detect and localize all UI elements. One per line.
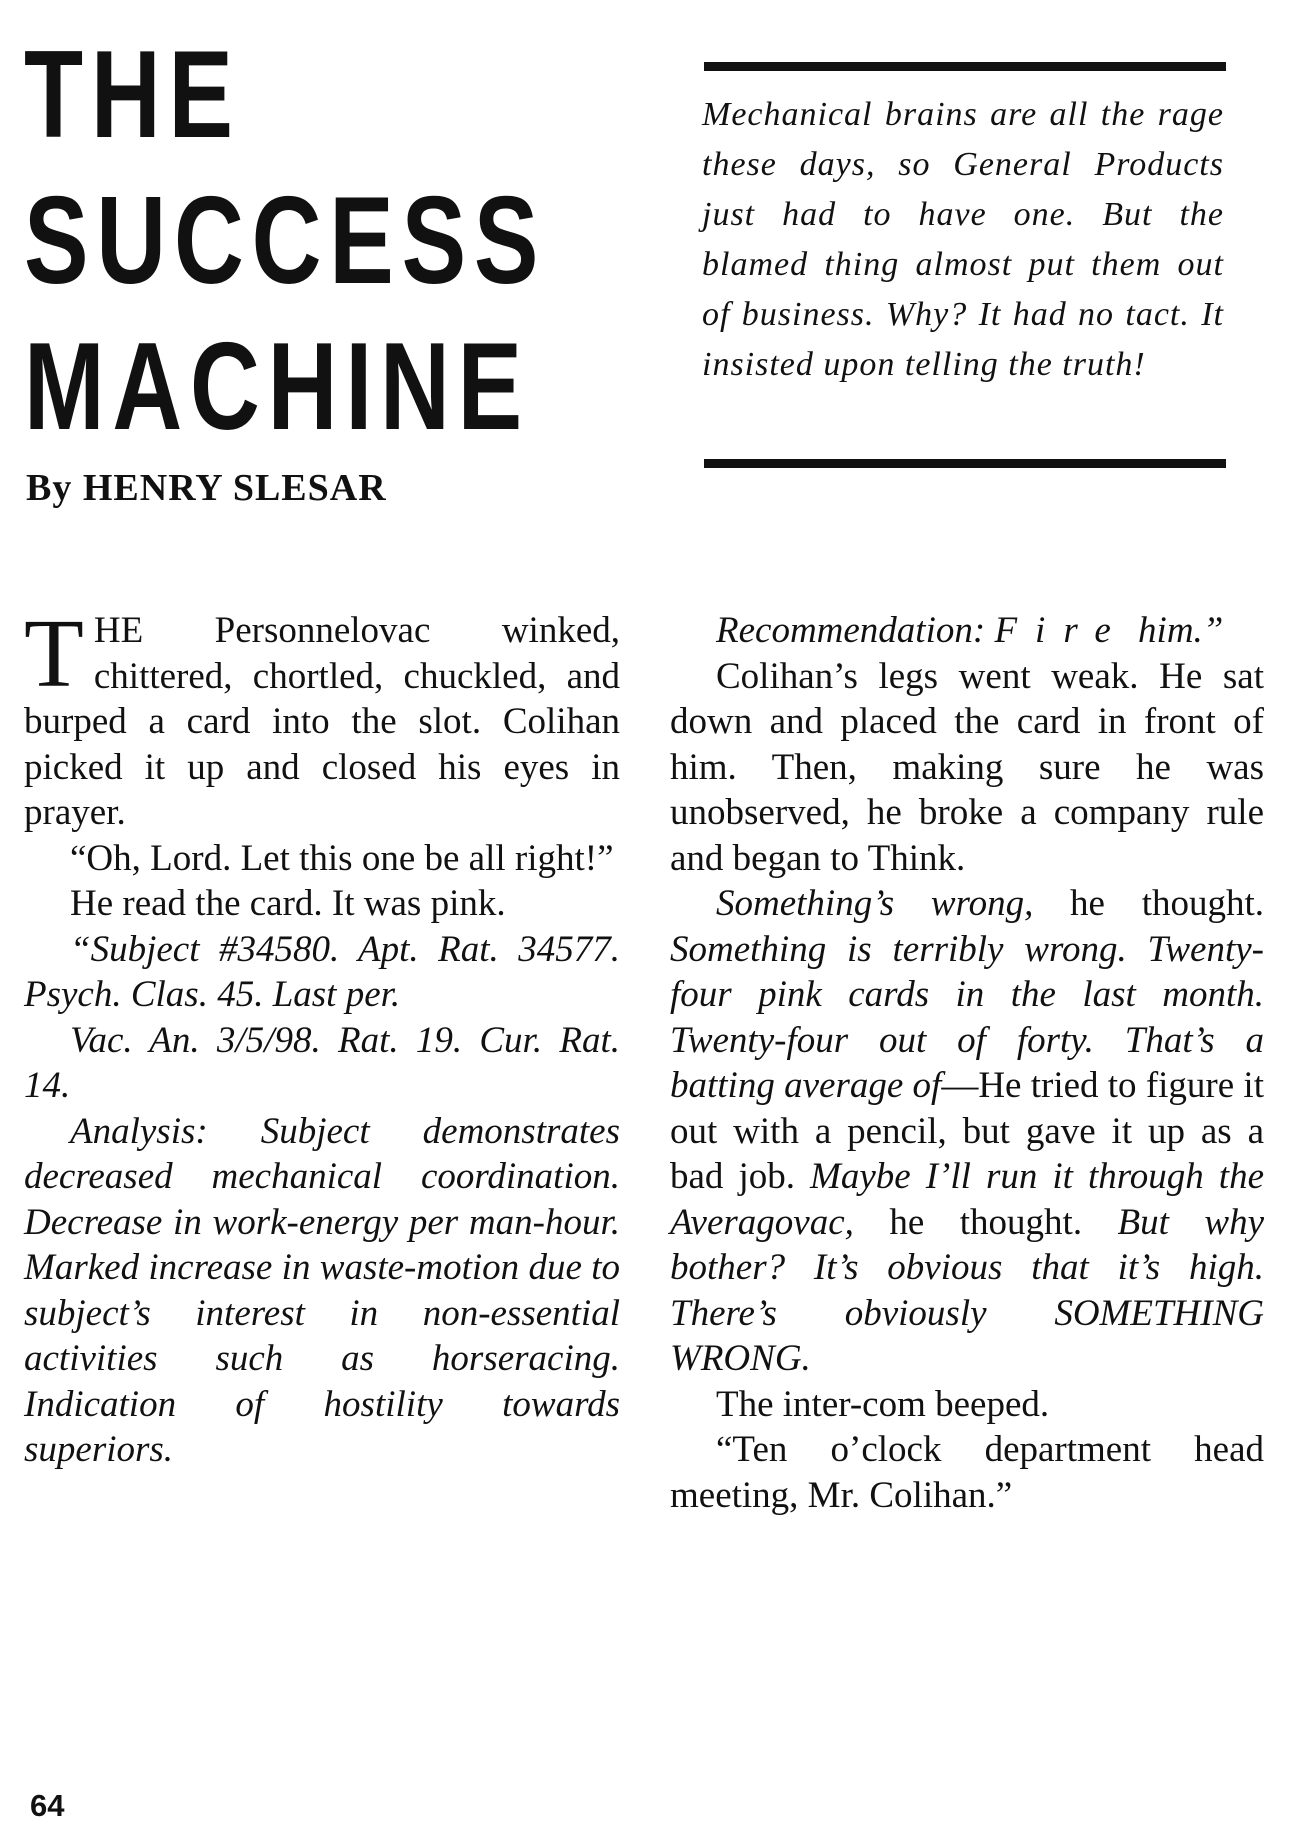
blurb-text: Mechanical brains are all the rage these days, so General Products just had to have one. But the blamed thing almost put them out of business. Why? It had no tact. It insisted upon telling the truth!	[702, 96, 1224, 383]
paragraph-4: “Subject #34580. Apt. Rat. 34577. Psych. Clas. 45. Last per.	[24, 928, 620, 1015]
thought-2: Something is terribly wrong. Twenty-four pink cards in the last month. Twenty-four out of forty. That’s a batting average of	[670, 928, 1264, 1106]
paragraph-intercom: The inter-com beeped.	[716, 1383, 1050, 1425]
paragraph-colihan-legs: Colihan’s legs went weak. He sat down and placed the card in front of him. Then, making sure he was unobserved, he broke a company rule and began to Think.	[670, 655, 1264, 879]
narration-3: he thought.	[853, 1201, 1118, 1243]
recommendation-value: Fire	[994, 610, 1129, 651]
paragraph-2: “Oh, Lord. Let this one be all right!”	[70, 837, 614, 879]
paragraph-something-wrong	[670, 881, 1264, 1382]
paragraph-1	[24, 600, 620, 836]
drop-cap: T	[24, 600, 84, 708]
title-line-1: THE	[24, 26, 241, 164]
right-column	[670, 608, 1264, 1518]
paragraph-meeting: “Ten o’clock department head meeting, Mr. Colihan.”	[670, 1429, 1264, 1516]
narration-1: he thought.	[1033, 883, 1264, 924]
paragraph-1-text: HE Personnelovac winked, chittered, chortled, chuckled, and burped a card into the slot. Colihan picked it up and closed his eyes in prayer.	[24, 610, 620, 833]
paragraph-5: Vac. An. 3/5/98. Rat. 19. Cur. Rat. 14.	[24, 1019, 620, 1106]
thought-4: But why bother? It’s obvious that it’s high. There’s obviously SOMETHING WRONG.	[670, 1201, 1264, 1379]
blurb-top-rule	[704, 62, 1226, 71]
recommendation-tail: him.”	[1138, 610, 1224, 651]
narration-2: —He tried to figure it out with a pencil, but gave it up as a bad job.	[670, 1065, 1264, 1197]
thought-3: Maybe I’ll run it through the Averagovac,	[670, 1156, 1264, 1243]
paragraph-3: He read the card. It was pink.	[70, 883, 506, 924]
page-number: 64	[30, 1788, 65, 1823]
byline: By HENRY SLESAR	[26, 467, 387, 509]
recommendation-label: Recommendation:	[716, 610, 986, 651]
article-title	[24, 22, 547, 460]
blurb-bottom-rule	[704, 459, 1226, 468]
paragraph-6: Analysis: Subject demonstrates decreased mechanical coordination. Decrease in work-energy per man-hour. Marked increase in waste-motion due to subject’s interest in non-essential activities such as horseracing. Indication of hostility towards superiors.	[24, 1110, 620, 1470]
thought-1: Something’s wrong,	[716, 883, 1034, 924]
title-line-2: SUCCESS	[24, 172, 547, 310]
recommendation-paragraph	[670, 608, 1264, 654]
title-line-3: MACHINE	[24, 318, 530, 456]
left-column	[24, 600, 620, 1473]
